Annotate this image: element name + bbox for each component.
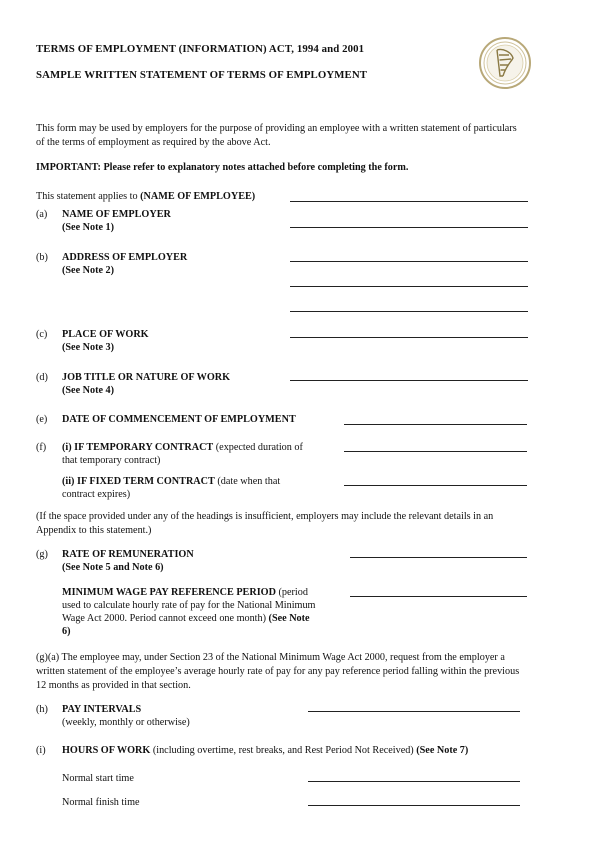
item-h-letter: (h) bbox=[36, 704, 48, 715]
space-note-line-1: (If the space provided under any of the headings is insufficient, employers may include the relevant details in an bbox=[36, 511, 494, 522]
item-b-note: (See Note 2) bbox=[62, 265, 115, 276]
item-e-letter: (e) bbox=[36, 414, 48, 425]
fixed-term-contract-rest: (date when that bbox=[214, 476, 281, 487]
item-g-letter: (g) bbox=[36, 549, 48, 560]
space-note-line-2: Appendix to this statement.) bbox=[36, 525, 152, 536]
item-f-letter: (f) bbox=[36, 442, 47, 453]
normal-start-field[interactable] bbox=[308, 781, 520, 782]
item-b-label: ADDRESS OF EMPLOYER bbox=[62, 252, 188, 263]
temporary-contract-field[interactable] bbox=[344, 451, 527, 452]
temporary-contract-label bbox=[62, 441, 303, 454]
applies-employee-label: (NAME OF EMPLOYEE) bbox=[140, 191, 256, 202]
item-h-label: PAY INTERVALS bbox=[62, 704, 142, 715]
normal-finish-label: Normal finish time bbox=[62, 797, 140, 808]
ga-line-3: 12 months as provided in that section. bbox=[36, 680, 191, 691]
min-wage-period-field[interactable] bbox=[350, 596, 527, 597]
min-wage-line-3 bbox=[62, 612, 310, 625]
normal-start-label: Normal start time bbox=[62, 773, 134, 784]
ga-line-1: (g)(a) The employee may, under Section 23 of the National Minimum Wage Act 2000, request from the employer a bbox=[36, 652, 505, 663]
job-title-field[interactable] bbox=[290, 380, 528, 381]
document-title: TERMS OF EMPLOYMENT (INFORMATION) ACT, 1994 and 2001 bbox=[36, 43, 365, 55]
min-wage-bold: MINIMUM WAGE PAY REFERENCE PERIOD bbox=[62, 587, 276, 598]
commencement-date-field[interactable] bbox=[344, 424, 527, 425]
item-a-note: (See Note 1) bbox=[62, 222, 115, 233]
hours-of-work-note: (See Note 7) bbox=[416, 745, 469, 756]
item-a-label: NAME OF EMPLOYER bbox=[62, 209, 171, 220]
item-i-letter: (i) bbox=[36, 745, 46, 756]
document-subtitle: SAMPLE WRITTEN STATEMENT OF TERMS OF EMPLOYMENT bbox=[36, 69, 368, 81]
hours-of-work-rest: (including overtime, rest breaks, and Rest Period Not Received) bbox=[150, 745, 417, 756]
item-a-letter: (a) bbox=[36, 209, 48, 220]
min-wage-line-2: used to calculate hourly rate of pay for the National Minimum bbox=[62, 600, 316, 611]
min-wage-line-3a: Wage Act 2000. Period cannot exceed one month) bbox=[62, 613, 269, 624]
temporary-contract-line-2: that temporary contract) bbox=[62, 455, 161, 466]
item-c-letter: (c) bbox=[36, 329, 48, 340]
intro-line-1: This form may be used by employers for the purpose of providing an employee with a written statement of particulars bbox=[36, 123, 517, 134]
intro-line-2: of the terms of employment as required by the above Act. bbox=[36, 137, 271, 148]
item-b-letter: (b) bbox=[36, 252, 48, 263]
item-g-label: RATE OF REMUNERATION bbox=[62, 549, 194, 560]
item-h-note: (weekly, monthly or otherwise) bbox=[62, 717, 190, 728]
fixed-term-contract-label bbox=[62, 475, 280, 488]
applies-to-label bbox=[36, 190, 255, 203]
harp-seal-icon bbox=[478, 36, 532, 90]
pay-intervals-field[interactable] bbox=[308, 711, 520, 712]
employer-address-field-3[interactable] bbox=[290, 311, 528, 312]
min-wage-rest: (period bbox=[275, 587, 308, 598]
important-note: IMPORTANT: Please refer to explanatory notes attached before completing the form. bbox=[36, 162, 409, 173]
place-of-work-field[interactable] bbox=[290, 337, 528, 338]
fixed-term-contract-bold: (ii) IF FIXED TERM CONTRACT bbox=[62, 476, 215, 487]
item-c-note: (See Note 3) bbox=[62, 342, 115, 353]
employer-name-field[interactable] bbox=[290, 227, 528, 228]
temporary-contract-rest: (expected duration of bbox=[213, 442, 303, 453]
hours-of-work-label bbox=[62, 744, 468, 757]
temporary-contract-bold: (i) IF TEMPORARY CONTRACT bbox=[62, 442, 214, 453]
item-d-label: JOB TITLE OR NATURE OF WORK bbox=[62, 372, 231, 383]
min-wage-line-3b: (See Note bbox=[268, 613, 310, 624]
min-wage-line-1 bbox=[62, 586, 308, 599]
ga-line-2: written statement of the employee’s average hourly rate of pay for any pay reference period falling within the previous bbox=[36, 666, 520, 677]
applies-prefix: This statement applies to bbox=[36, 191, 141, 202]
employer-address-field-2[interactable] bbox=[290, 286, 528, 287]
fixed-term-contract-line-2: contract expires) bbox=[62, 489, 131, 500]
item-g-note: (See Note 5 and Note 6) bbox=[62, 562, 164, 573]
item-d-note: (See Note 4) bbox=[62, 385, 115, 396]
hours-of-work-bold: HOURS OF WORK bbox=[62, 745, 151, 756]
item-d-letter: (d) bbox=[36, 372, 48, 383]
fixed-term-contract-field[interactable] bbox=[344, 485, 527, 486]
normal-finish-field[interactable] bbox=[308, 805, 520, 806]
rate-of-remuneration-field[interactable] bbox=[350, 557, 527, 558]
min-wage-line-4: 6) bbox=[62, 626, 71, 637]
item-e-label: DATE OF COMMENCEMENT OF EMPLOYMENT bbox=[62, 414, 296, 425]
employer-address-field-1[interactable] bbox=[290, 261, 528, 262]
employee-name-field[interactable] bbox=[290, 201, 528, 202]
item-c-label: PLACE OF WORK bbox=[62, 329, 149, 340]
